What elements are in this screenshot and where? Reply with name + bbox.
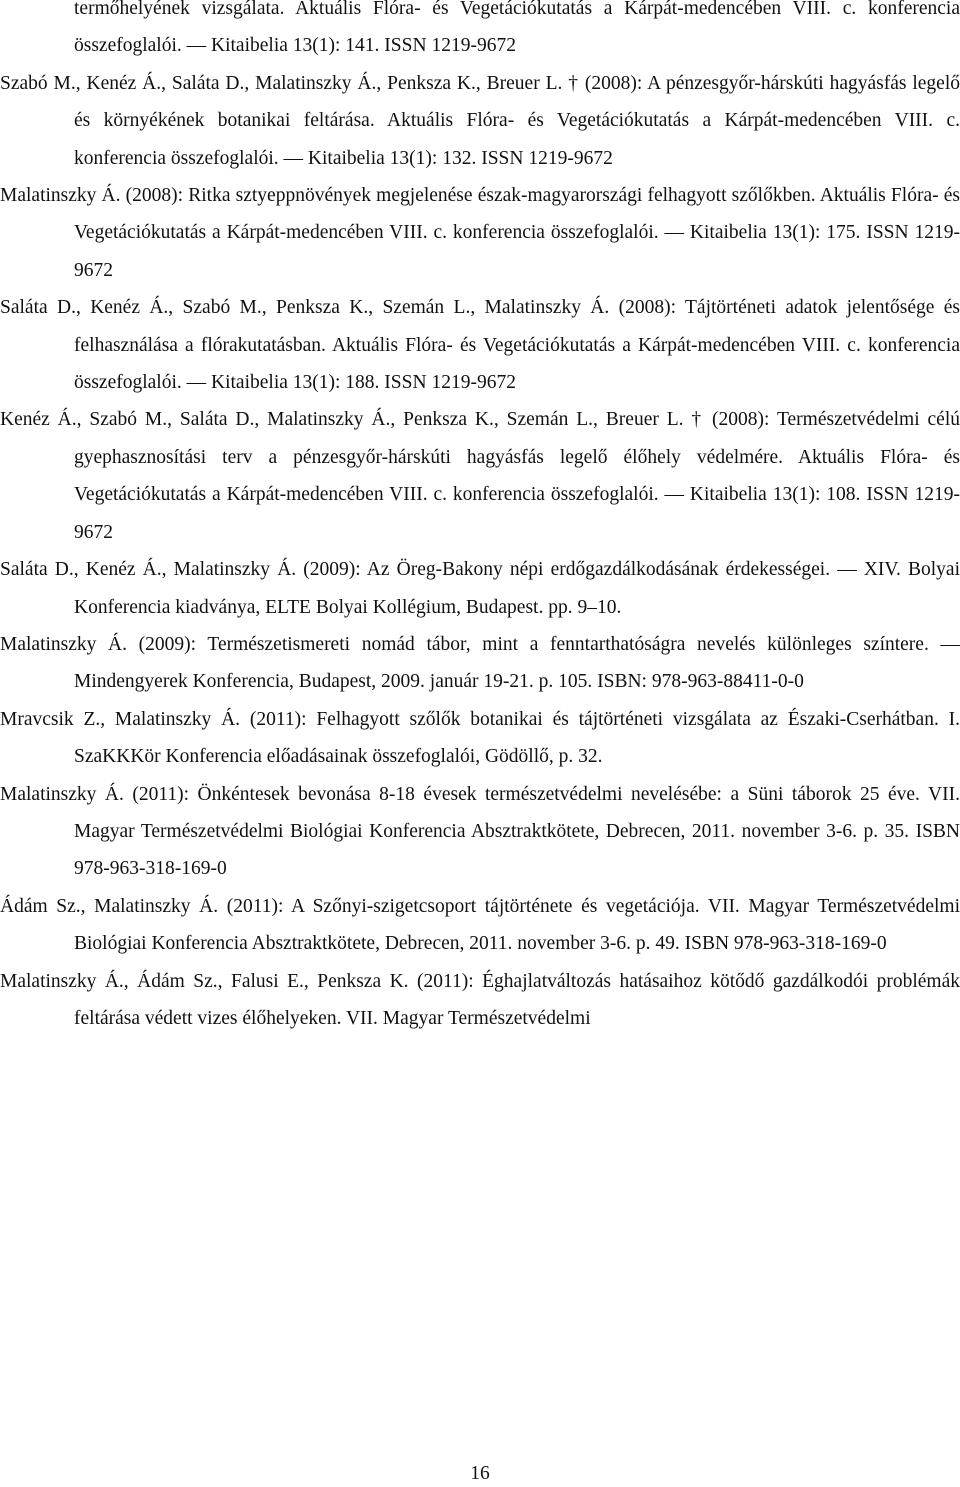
- reference-entry: Saláta D., Kenéz Á., Malatinszky Á. (2009): Az Öreg-Bakony népi erdőgazdálkodásának érdekességei. — XIV. Bolyai Konferencia kiadványa, ELTE Bolyai Kollégium, Budapest. pp. 9–10.: [0, 559, 960, 618]
- reference-entry: Saláta D., Kenéz Á., Szabó M., Penksza K., Szemán L., Malatinszky Á. (2008): Tájtörténeti adatok jelentősége és felhasználása a flórakutatásban. Aktuális Flóra- és Vegetációkutatás a Kárpát-medencében VIII. c. konferencia összefoglalói. — Kitaibelia 13(1): 188. ISSN 1219-9672: [0, 297, 960, 394]
- reference-entry: Ádám Sz., Malatinszky Á. (2011): A Szőnyi-szigetcsoport tájtörténete és vegetációja. VII. Magyar Természetvédelmi Biológiai Konferencia Absztraktkötete, Debrecen, 2011. november 3-6. p. 49. ISBN 978-963-318-169-0: [0, 895, 960, 955]
- reference-entry: Malatinszky Á. (2008): Ritka sztyeppnövények megjelenése észak-magyarországi felhagyott szőlőkben. Aktuális Flóra- és Vegetációkutatás a Kárpát-medencében VIII. c. konferencia összefoglalói. — Kitaibelia 13(1): 175. ISSN 1219-9672: [0, 185, 960, 281]
- reference-entry: termőhelyének vizsgálata. Aktuális Flóra- és Vegetációkutatás a Kárpát-medencében VIII. c. konferencia összefoglalói. — Kitaibelia 13(1): 141. ISSN 1219-9672: [74, 0, 960, 57]
- reference-entry: Malatinszky Á. (2009): Természetismereti nomád tábor, mint a fenntarthatóságra nevelés különleges színtere. — Mindengyerek Konferencia, Budapest, 2009. január 19-21. p. 105. ISBN: 978-963-88411-0-0: [0, 633, 960, 693]
- reference-entry: Malatinszky Á., Ádám Sz., Falusi E., Penksza K. (2011): Éghajlatváltozás hatásaihoz kötődő gazdálkodói problémák feltárása védett vizes élőhelyeken. VII. Magyar Természetvédelmi: [0, 970, 960, 1029]
- reference-entry: Kenéz Á., Szabó M., Saláta D., Malatinszky Á., Penksza K., Szemán L., Breuer L. † (2008): Természetvédelmi célú gyephasznosítási terv a pénzesgyőr-hárskúti hagyásfás legelő élőhely védelmére. Aktuális Flóra- és Vegetációkutatás a Kárpát-medencében VIII. c. konferencia összefoglalói. — Kitaibelia 13(1): 108. ISSN 1219-9672: [0, 409, 960, 543]
- reference-entry: Mravcsik Z., Malatinszky Á. (2011): Felhagyott szőlők botanikai és tájtörténeti vizsgálata az Északi-Cserhátban. I. SzaKKKör Konferencia előadásainak összefoglalói, Gödöllő, p. 32.: [0, 708, 960, 768]
- page-number: 16: [470, 1463, 490, 1484]
- reference-entry: Szabó M., Kenéz Á., Saláta D., Malatinszky Á., Penksza K., Breuer L. † (2008): A pénzesgyőr-hárskúti hagyásfás legelő és környékének botanikai feltárása. Aktuális Flóra- és Vegetációkutatás a Kárpát-medencében VIII. c. konferencia összefoglalói. — Kitaibelia 13(1): 132. ISSN 1219-9672: [0, 72, 960, 169]
- reference-entry: Malatinszky Á. (2011): Önkéntesek bevonása 8-18 évesek természetvédelmi nevelésébe: a Süni táborok 25 éve. VII. Magyar Természetvédelmi Biológiai Konferencia Absztraktkötete, Debrecen, 2011. november 3-6. p. 35. ISBN 978-963-318-169-0: [0, 783, 960, 880]
